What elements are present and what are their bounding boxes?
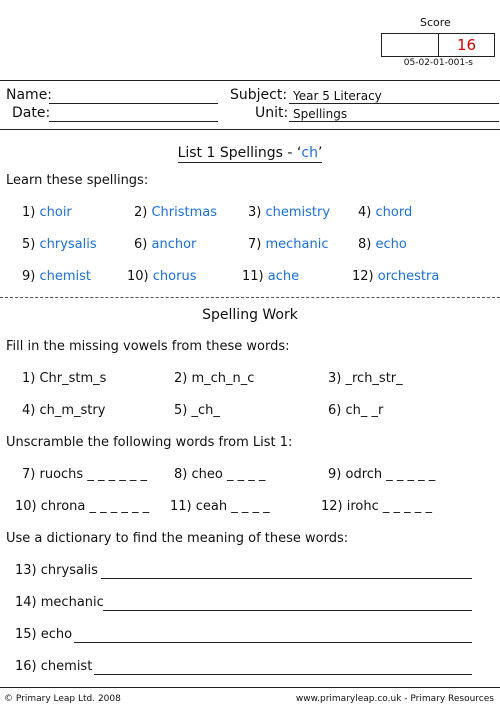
item-number: 5) xyxy=(22,237,36,252)
item-number: 1) xyxy=(22,371,36,386)
subject-label: Subject: xyxy=(230,87,288,103)
spelling-word: chrysalis xyxy=(39,237,97,252)
dictionary-item xyxy=(15,659,92,674)
dictionary-instruction: Use a dictionary to find the meaning of these words: xyxy=(6,531,349,546)
vowel-item xyxy=(22,371,106,386)
worksheet-title xyxy=(0,145,500,163)
vowel-word: _ch_ xyxy=(191,403,220,418)
dictionary-word: chrysalis xyxy=(40,563,98,578)
scrambled-word: ceah _ _ _ _ xyxy=(195,499,270,514)
item-number: 9) xyxy=(22,269,36,284)
answer-line[interactable] xyxy=(103,610,472,611)
item-number: 10) xyxy=(127,269,149,284)
vowel-word: m_ch_n_c xyxy=(191,371,255,386)
footer-website: www.primaryleap.co.uk - Primary Resources xyxy=(295,694,494,704)
scrambled-word: odrch _ _ _ _ _ xyxy=(345,467,436,482)
spelling-word: chord xyxy=(375,205,413,220)
header-top-rule xyxy=(0,80,500,81)
spelling-word: echo xyxy=(375,237,407,252)
vowels-instruction: Fill in the missing vowels from these words: xyxy=(6,339,290,354)
title-prefix: List 1 Spellings - ‘ xyxy=(177,145,302,161)
item-number: 5) xyxy=(174,403,188,418)
list-item xyxy=(134,237,196,252)
answer-line[interactable] xyxy=(74,642,472,643)
unscramble-item xyxy=(321,499,432,514)
vowel-word: ch_m_stry xyxy=(39,403,106,418)
list-item xyxy=(352,269,439,284)
header-bottom-rule xyxy=(0,129,500,130)
item-number: 14) xyxy=(15,595,37,610)
footer-rule xyxy=(0,687,500,688)
unscramble-item xyxy=(174,467,265,482)
unit-label: Unit: xyxy=(255,105,289,121)
unit-field[interactable] xyxy=(289,121,499,122)
section-divider xyxy=(0,297,500,298)
dictionary-word: mechanic xyxy=(40,595,104,610)
name-label: Name: xyxy=(6,87,53,103)
title-suffix: ’ xyxy=(317,145,323,161)
scrambled-word: chrona _ _ _ _ _ _ xyxy=(40,499,150,514)
vowel-item xyxy=(328,403,383,418)
score-label: Score xyxy=(420,16,451,29)
vowel-word: ch_ _r xyxy=(345,403,384,418)
item-number: 2) xyxy=(174,371,188,386)
vowel-item xyxy=(328,371,403,386)
score-value: 16 xyxy=(456,36,477,54)
dictionary-item xyxy=(15,595,104,610)
list-item xyxy=(242,269,299,284)
item-number: 4) xyxy=(22,403,36,418)
spelling-word: Christmas xyxy=(151,205,218,220)
item-number: 3) xyxy=(328,371,342,386)
item-number: 11) xyxy=(242,269,264,284)
spelling-word: mechanic xyxy=(265,237,329,252)
dictionary-item xyxy=(15,563,98,578)
item-number: 6) xyxy=(134,237,148,252)
unscramble-item xyxy=(22,467,147,482)
vowel-word: _rch_str_ xyxy=(345,371,403,386)
item-number: 6) xyxy=(328,403,342,418)
list-item xyxy=(248,237,329,252)
item-number: 4) xyxy=(358,205,372,220)
title-highlight: ch xyxy=(301,145,318,161)
vowel-word: Chr_stm_s xyxy=(39,371,107,386)
unscramble-item xyxy=(170,499,270,514)
footer-copyright: © Primary Leap Ltd. 2008 xyxy=(4,694,121,704)
list-item xyxy=(134,205,217,220)
dictionary-word: echo xyxy=(40,627,73,642)
item-number: 8) xyxy=(358,237,372,252)
spelling-work-heading: Spelling Work xyxy=(202,307,298,323)
spelling-word: chemist xyxy=(39,269,92,284)
list-item xyxy=(22,269,91,284)
dictionary-item xyxy=(15,627,72,642)
vowel-item xyxy=(22,403,105,418)
spelling-word: orchestra xyxy=(377,269,440,284)
item-number: 12) xyxy=(352,269,374,284)
date-field[interactable] xyxy=(49,121,218,122)
item-number: 3) xyxy=(248,205,262,220)
item-number: 13) xyxy=(15,563,37,578)
answer-line[interactable] xyxy=(94,674,472,675)
item-number: 2) xyxy=(134,205,148,220)
item-number: 16) xyxy=(15,659,37,674)
item-number: 7) xyxy=(248,237,262,252)
item-number: 12) xyxy=(321,499,343,514)
score-box xyxy=(381,33,495,57)
list-item xyxy=(22,237,97,252)
item-number: 9) xyxy=(328,467,342,482)
learn-heading: Learn these spellings: xyxy=(6,173,149,188)
unscramble-item xyxy=(15,499,149,514)
subject-field[interactable] xyxy=(289,103,499,104)
vowel-item xyxy=(174,371,254,386)
item-number: 1) xyxy=(22,205,36,220)
item-number: 8) xyxy=(174,467,188,482)
spelling-word: anchor xyxy=(151,237,197,252)
list-item xyxy=(127,269,196,284)
worksheet-code: 05-02-01-001-s xyxy=(403,58,473,68)
dictionary-word: chemist xyxy=(40,659,93,674)
scrambled-word: ruochs _ _ _ _ _ _ xyxy=(39,467,147,482)
answer-line[interactable] xyxy=(101,578,472,579)
subject-value: Year 5 Literacy xyxy=(293,89,382,103)
unit-value: Spellings xyxy=(293,107,348,121)
item-number: 15) xyxy=(15,627,37,642)
unscramble-item xyxy=(328,467,435,482)
spelling-word: choir xyxy=(39,205,72,220)
date-label: Date: xyxy=(12,105,51,121)
list-item xyxy=(248,205,330,220)
item-number: 10) xyxy=(15,499,37,514)
unscramble-instruction: Unscramble the following words from List 1: xyxy=(6,435,293,450)
list-item xyxy=(22,205,72,220)
vowel-item xyxy=(174,403,220,418)
scrambled-word: irohc _ _ _ _ _ xyxy=(346,499,432,514)
spelling-word: chorus xyxy=(152,269,197,284)
list-item xyxy=(358,205,412,220)
spelling-word: ache xyxy=(267,269,300,284)
list-item xyxy=(358,237,407,252)
spelling-word: chemistry xyxy=(265,205,331,220)
item-number: 11) xyxy=(170,499,192,514)
item-number: 7) xyxy=(22,467,36,482)
name-field[interactable] xyxy=(49,103,218,104)
scrambled-word: cheo _ _ _ _ xyxy=(191,467,266,482)
